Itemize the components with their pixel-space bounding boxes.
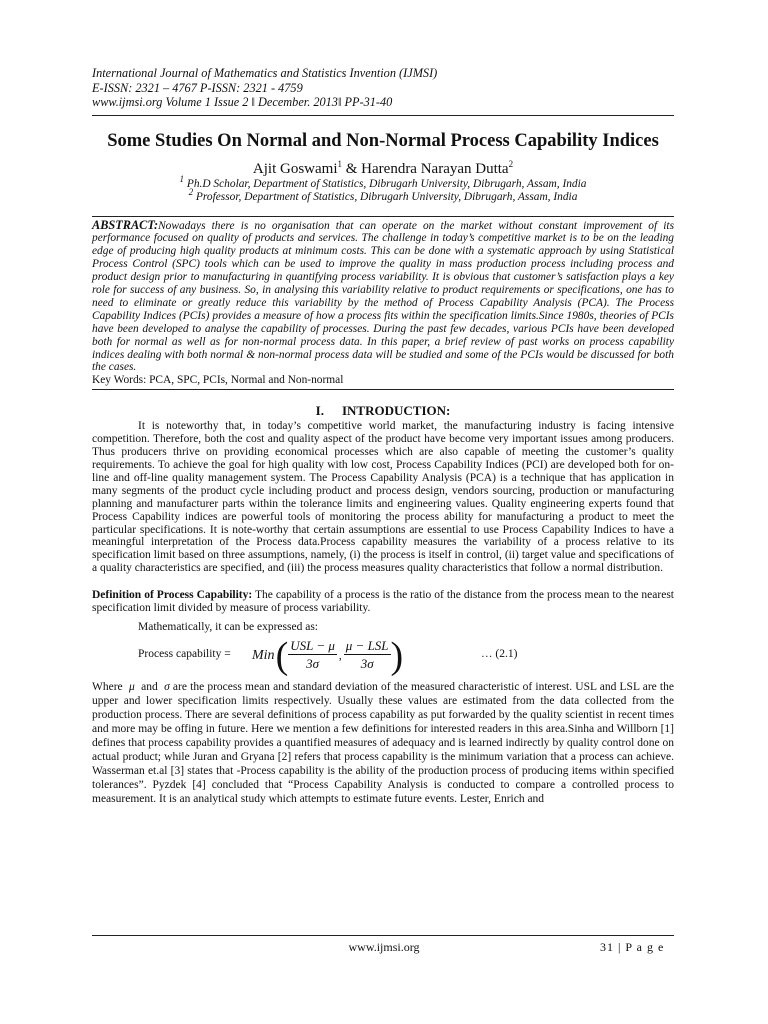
- where-text-3: are the process mean and standard deviation of the measured characteristic of interest. USL and LSL are the upper and lower specification limits respectively. Usually these values are estimated from the data collected from the production process. There are several definitions of process capability as put forwarded by the quality scientist in recent times and more may be offing in future. Here we mention a few definitions for interested readers in this area.Sinha and Willborn [1] defines that process capability provides a quantified measures of adequacy and is learned indirectly by quality control done on actual product; while Juran and Gryana [2] refers that process capability is the minimum variation that a process can achieve. Wasserman et.al [3] states that -Process capability is the ability of the production process of producing items within specified tolerances”. Pyzdek [4] concluded that “Process Capability Analysis is conducted to compare a controlled process to measurement. It is an analytical study which attempts to estimate future events. Lester, Enrich and: [92, 680, 674, 805]
- denominator-1: 3σ: [306, 656, 320, 672]
- abstract-label: ABSTRACT:: [92, 217, 159, 232]
- affiliation-2-text: Professor, Department of Statistics, Dibrugarh University, Dibrugarh, Assam, India: [195, 190, 578, 203]
- definition-label: Definition of Process Capability:: [92, 589, 253, 602]
- denominator-2: 3σ: [360, 656, 374, 672]
- affiliation-1: [92, 173, 674, 191]
- where-text-2: and: [134, 680, 165, 693]
- page-content: [92, 66, 674, 806]
- affiliation-2-sup: 2: [188, 186, 194, 197]
- header-rule: [92, 115, 674, 116]
- author-separator: &: [342, 160, 362, 177]
- where-paragraph: [92, 680, 674, 806]
- formula-min: Min: [252, 647, 275, 663]
- author-1: Ajit Goswami: [252, 160, 338, 177]
- right-paren: ): [390, 634, 404, 677]
- fraction-upper: [288, 638, 337, 673]
- section-heading-introduction: [92, 403, 674, 418]
- section-number: I.: [315, 403, 324, 419]
- affiliation-1-sup: 1: [179, 173, 184, 184]
- introduction-paragraph: It is noteworthy that, in today’s competitive world market, the manufacturing industry is facing intensive competition. Therefore, both the cost and quality aspect of the product have become very important issues among producers. Thus producers thrive on providing economical processes which are also capable of meeting the customer’s quality requirements. To achieve the goal for high quality with low cost, Process Capability Indices (PCI) are developed both for on-line and off-line quality management system. The Process Capability Analysis (PCA) is a technique that has application in many segments of the product cycle including product and process design, vendors sourcing, production or manufacturing planning and manufacturer parts within the tolerance limits and engineering values. Quality engineering experts found that Process Capability indices are powerful tools of monitoring the process ability for manufacturing a product to meet the particular specifications. It is note-worthy that certain assumptions are essential to use Process Capability Indices to have a meaningful interpretation of the Process data.Process capability measures the variability of a process relative to its specification limit based on three assumptions, namely, (i) the process is itself in control, (ii) target value and specifications of a quality characteristics are specified, and (iii) the process measures quality characteristics that follow a normal distribution.: [92, 420, 674, 575]
- author-1-sup: 1: [337, 158, 342, 169]
- formula-comma: ,: [338, 649, 342, 662]
- equation-number: … (2.1): [481, 647, 518, 660]
- journal-name: International Journal of Mathematics and Statistics Invention (IJMSI): [92, 66, 438, 80]
- formula-2-1: [92, 636, 674, 676]
- abstract-box: [92, 216, 674, 391]
- journal-header: [92, 66, 674, 110]
- footer-page-number: 31 | P a g e: [600, 940, 665, 954]
- footer-url: www.ijmsi.org: [348, 940, 420, 954]
- sigma-symbol: σ: [164, 680, 170, 693]
- footer-rule: [92, 935, 674, 936]
- math-intro: Mathematically, it can be expressed as:: [138, 620, 318, 633]
- definition-text: The capability of a process is the ratio of the distance from the process mean to the nearest specification limit divided by measure of process variability.: [92, 589, 674, 615]
- left-paren: (: [275, 634, 289, 677]
- fraction-lower: [344, 638, 391, 673]
- keywords: Key Words: PCA, SPC, PCIs, Normal and Non-normal: [92, 374, 344, 387]
- section-title: INTRODUCTION:: [341, 403, 451, 419]
- abstract-text: Nowadays there is no organisation that can operate on the market without constant improvement of its performance focused on quality of products and services. The challenge in today’s competitive market is to be on the leading edge of producing high quality products at minimum costs. This can be done with a systematic approach by using Statistical Process Control (SPC) tools which can be used to improve the quality in mass production process including process and product design prior to manufacturing in quantifying process variability. It is obvious that customer’s satisfaction plays a key role for success of any business. So, in analysing this variability relative to product requirements or specifications, one has to need to eliminate or greatly reduce this variability by the method of Process Capability Analysis (PCA). The Process Capability Indices (PCIs) provides a measure of how a process fits within the specification limits.Since 1980s, theories of PCIs have been developed to analyse the capability of processes. During the past few decades, various PCIs have been developed both for normal as well as for non-normal process data. In this paper, a brief review of past works on process capability indices dealing with both normal & non-normal process data will be studied and some of the PCIs would be discussed for both the cases.: [92, 219, 674, 374]
- numerator-1: USL − μ: [290, 638, 335, 654]
- author-2-sup: 2: [508, 158, 514, 169]
- affiliation-1-text: Ph.D Scholar, Department of Statistics, Dibrugarh University, Dibrugarh, Assam, India: [186, 177, 587, 190]
- where-text-1: Where: [92, 680, 129, 693]
- mu-symbol: μ: [129, 680, 135, 693]
- paper-title: Some Studies On Normal and Non-Normal Process Capability Indices: [107, 130, 659, 151]
- author-2: Harendra Narayan Dutta: [361, 160, 509, 177]
- definition-paragraph: [92, 589, 674, 615]
- formula-rhs: [252, 636, 403, 676]
- formula-lhs: Process capability =: [138, 647, 231, 660]
- affiliation-2: [92, 186, 674, 204]
- journal-issn: E-ISSN: 2321 – 4767 P-ISSN: 2321 - 4759: [92, 80, 303, 95]
- numerator-2: μ − LSL: [345, 638, 389, 654]
- journal-volume: www.ijmsi.org Volume 1 Issue 2 ǁ December. 2013ǁ PP-31-40: [92, 95, 393, 109]
